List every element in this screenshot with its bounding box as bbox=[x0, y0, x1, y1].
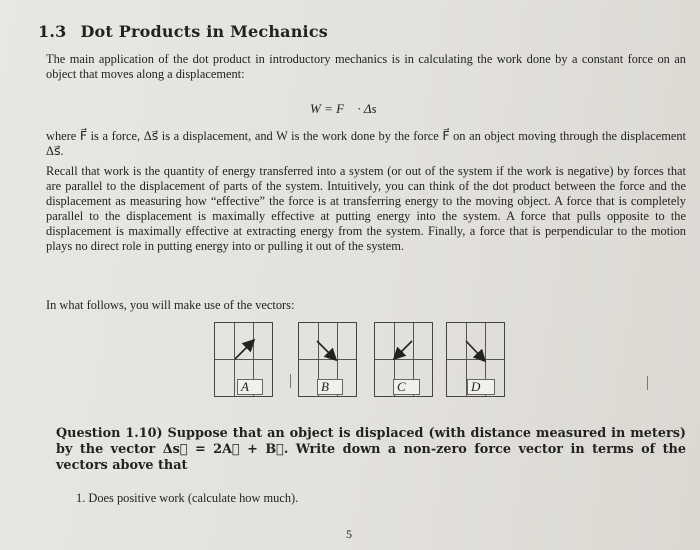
work-formula: W = F⃗ · Δs⃗ bbox=[310, 101, 387, 116]
page-number: 5 bbox=[346, 527, 352, 541]
section-number: 1.3 bbox=[38, 22, 67, 41]
vector-c-grid bbox=[374, 322, 433, 397]
definition-paragraph: where F⃗ is a force, Δs⃗ is a displacement, and W is the work done by the force F⃗ on an object moving through the displacement Δs⃗. bbox=[46, 129, 686, 158]
vector-d-label: D⃗ bbox=[467, 379, 495, 395]
question-item-1: 1. Does positive work (calculate how much). bbox=[76, 491, 299, 505]
vector-diagram bbox=[214, 322, 644, 397]
divider-mark bbox=[290, 374, 291, 388]
vector-a-grid bbox=[214, 322, 273, 397]
section-heading bbox=[38, 22, 328, 41]
vector-b-label: B⃗ bbox=[317, 379, 343, 395]
recall-paragraph: Recall that work is the quantity of energy transferred into a system (or out of the system if the work is negative) by forces that are parallel to the displacement of parts of the system. Intuitively, you can think of the dot product between the force and the displacement as measuring how “effective” the force is at transferring energy to the moving object. A force that is completely parallel to the displacement is maximally effective at putting energy into the system. A force that pulls opposite to the displacement is maximally effective at extracting energy from the system. Finally, a force that is perpendicular to the motion plays no direct role in putting energy into or pulling it out of the system. bbox=[46, 164, 686, 253]
follows-text: In what follows, you will make use of the vectors: bbox=[46, 298, 295, 312]
vector-d-grid bbox=[446, 322, 505, 397]
trailing-mark bbox=[647, 376, 648, 390]
vector-c-label: C⃗ bbox=[393, 379, 420, 395]
vector-a-label: A⃗ bbox=[237, 379, 263, 395]
question-1-10: Question 1.10) Suppose that an object is displaced (with distance measured in meters) by the vector Δs⃗ = 2A⃗ + B⃗. Write down a non-zero force vector in terms of the vectors above that bbox=[56, 426, 686, 473]
section-title: Dot Products in Mechanics bbox=[80, 22, 328, 41]
intro-paragraph: The main application of the dot product in introductory mechanics is in calculating the work done by a constant force on an object that moves along a displacement: bbox=[46, 52, 686, 81]
vector-b-grid bbox=[298, 322, 357, 397]
